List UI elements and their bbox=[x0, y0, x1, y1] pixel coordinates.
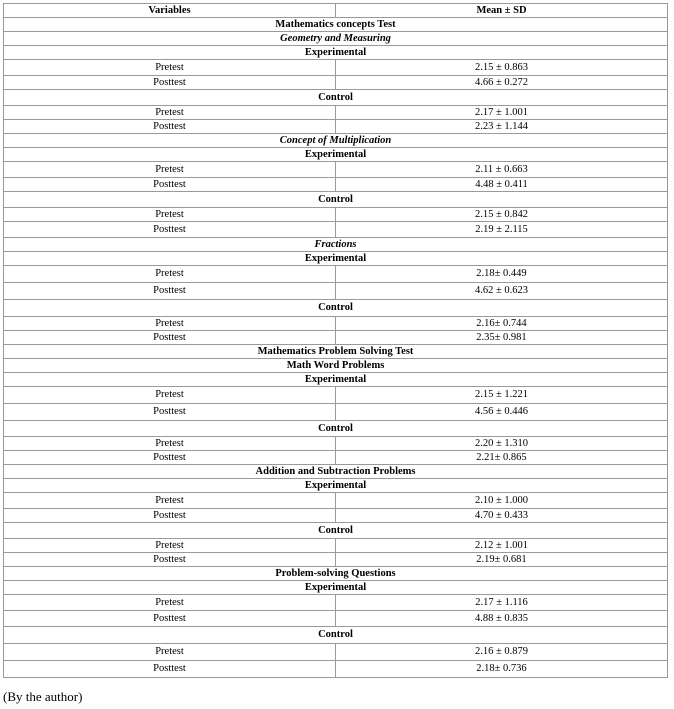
group-label: Control bbox=[4, 300, 668, 317]
row-label: Pretest bbox=[4, 437, 336, 451]
row-value: 2.35± 0.981 bbox=[336, 331, 668, 345]
group-row bbox=[4, 581, 668, 595]
subsection-label: Fractions bbox=[4, 238, 668, 252]
row-value: 4.62 ± 0.623 bbox=[336, 283, 668, 300]
subsection-label: Geometry and Measuring bbox=[4, 32, 668, 46]
group-row bbox=[4, 627, 668, 644]
table-row bbox=[4, 509, 668, 523]
row-value: 4.56 ± 0.446 bbox=[336, 404, 668, 421]
table-row bbox=[4, 644, 668, 661]
row-label: Pretest bbox=[4, 387, 336, 404]
table-row bbox=[4, 437, 668, 451]
subsection-row bbox=[4, 32, 668, 46]
table-row bbox=[4, 283, 668, 300]
group-label: Experimental bbox=[4, 479, 668, 493]
section-row bbox=[4, 18, 668, 32]
row-value: 2.15 ± 0.863 bbox=[336, 60, 668, 76]
group-row bbox=[4, 192, 668, 208]
row-value: 2.10 ± 1.000 bbox=[336, 493, 668, 509]
group-row bbox=[4, 148, 668, 162]
table-row bbox=[4, 451, 668, 465]
row-label: Posttest bbox=[4, 222, 336, 238]
group-label: Experimental bbox=[4, 252, 668, 266]
header-variables: Variables bbox=[4, 4, 336, 18]
subsection-label: Concept of Multiplication bbox=[4, 134, 668, 148]
table-row bbox=[4, 76, 668, 90]
row-label: Pretest bbox=[4, 644, 336, 661]
group-row bbox=[4, 300, 668, 317]
row-label: Pretest bbox=[4, 106, 336, 120]
group-row bbox=[4, 479, 668, 493]
table-row bbox=[4, 60, 668, 76]
group-row bbox=[4, 46, 668, 60]
table-row bbox=[4, 208, 668, 222]
row-value: 4.88 ± 0.835 bbox=[336, 611, 668, 627]
header-mean-sd: Mean ± SD bbox=[336, 4, 668, 18]
source-note: (By the author) bbox=[3, 689, 83, 704]
group-label: Experimental bbox=[4, 373, 668, 387]
header-row bbox=[4, 4, 668, 18]
table-row bbox=[4, 222, 668, 238]
row-value: 2.12 ± 1.001 bbox=[336, 539, 668, 553]
row-label: Pretest bbox=[4, 208, 336, 222]
section-label: Addition and Subtraction Problems bbox=[4, 465, 668, 479]
row-value: 2.21± 0.865 bbox=[336, 451, 668, 465]
group-label: Experimental bbox=[4, 46, 668, 60]
group-label: Control bbox=[4, 192, 668, 208]
table-row bbox=[4, 493, 668, 509]
row-label: Pretest bbox=[4, 162, 336, 178]
row-value: 2.23 ± 1.144 bbox=[336, 120, 668, 134]
row-label: Posttest bbox=[4, 76, 336, 90]
row-value: 2.16± 0.744 bbox=[336, 317, 668, 331]
subsection-row bbox=[4, 134, 668, 148]
table-row bbox=[4, 595, 668, 611]
group-row bbox=[4, 252, 668, 266]
row-label: Pretest bbox=[4, 493, 336, 509]
table-row bbox=[4, 387, 668, 404]
table-row bbox=[4, 106, 668, 120]
row-value: 2.18± 0.736 bbox=[336, 661, 668, 678]
table-row bbox=[4, 539, 668, 553]
section-label: Math Word Problems bbox=[4, 359, 668, 373]
row-value: 2.11 ± 0.663 bbox=[336, 162, 668, 178]
group-label: Control bbox=[4, 523, 668, 539]
table-row bbox=[4, 162, 668, 178]
table-row bbox=[4, 404, 668, 421]
group-row bbox=[4, 421, 668, 437]
row-value: 2.16 ± 0.879 bbox=[336, 644, 668, 661]
table-body bbox=[4, 18, 668, 678]
row-label: Posttest bbox=[4, 611, 336, 627]
table-row bbox=[4, 331, 668, 345]
section-label: Problem-solving Questions bbox=[4, 567, 668, 581]
row-label: Pretest bbox=[4, 266, 336, 283]
row-value: 4.70 ± 0.433 bbox=[336, 509, 668, 523]
row-value: 2.17 ± 1.001 bbox=[336, 106, 668, 120]
section-row bbox=[4, 359, 668, 373]
row-label: Posttest bbox=[4, 283, 336, 300]
group-row bbox=[4, 373, 668, 387]
table-row bbox=[4, 611, 668, 627]
table-row bbox=[4, 553, 668, 567]
section-label: Mathematics Problem Solving Test bbox=[4, 345, 668, 359]
group-label: Control bbox=[4, 627, 668, 644]
row-label: Pretest bbox=[4, 60, 336, 76]
row-value: 2.15 ± 0.842 bbox=[336, 208, 668, 222]
row-value: 4.66 ± 0.272 bbox=[336, 76, 668, 90]
row-value: 4.48 ± 0.411 bbox=[336, 178, 668, 192]
group-row bbox=[4, 523, 668, 539]
row-label: Posttest bbox=[4, 404, 336, 421]
group-label: Experimental bbox=[4, 581, 668, 595]
row-label: Posttest bbox=[4, 178, 336, 192]
row-label: Posttest bbox=[4, 553, 336, 567]
section-row bbox=[4, 465, 668, 479]
row-value: 2.20 ± 1.310 bbox=[336, 437, 668, 451]
row-value: 2.19 ± 2.115 bbox=[336, 222, 668, 238]
row-label: Posttest bbox=[4, 661, 336, 678]
row-label: Pretest bbox=[4, 595, 336, 611]
table-row bbox=[4, 120, 668, 134]
subsection-row bbox=[4, 238, 668, 252]
section-row bbox=[4, 345, 668, 359]
row-value: 2.19± 0.681 bbox=[336, 553, 668, 567]
group-label: Experimental bbox=[4, 148, 668, 162]
row-value: 2.15 ± 1.221 bbox=[336, 387, 668, 404]
row-label: Posttest bbox=[4, 331, 336, 345]
group-row bbox=[4, 90, 668, 106]
table-row bbox=[4, 317, 668, 331]
table-row bbox=[4, 266, 668, 283]
table-row bbox=[4, 661, 668, 678]
row-value: 2.17 ± 1.116 bbox=[336, 595, 668, 611]
group-label: Control bbox=[4, 421, 668, 437]
row-label: Pretest bbox=[4, 317, 336, 331]
section-label: Mathematics concepts Test bbox=[4, 18, 668, 32]
row-label: Posttest bbox=[4, 509, 336, 523]
row-value: 2.18± 0.449 bbox=[336, 266, 668, 283]
results-table bbox=[3, 3, 668, 678]
row-label: Pretest bbox=[4, 539, 336, 553]
group-label: Control bbox=[4, 90, 668, 106]
section-row bbox=[4, 567, 668, 581]
row-label: Posttest bbox=[4, 451, 336, 465]
table-row bbox=[4, 178, 668, 192]
row-label: Posttest bbox=[4, 120, 336, 134]
